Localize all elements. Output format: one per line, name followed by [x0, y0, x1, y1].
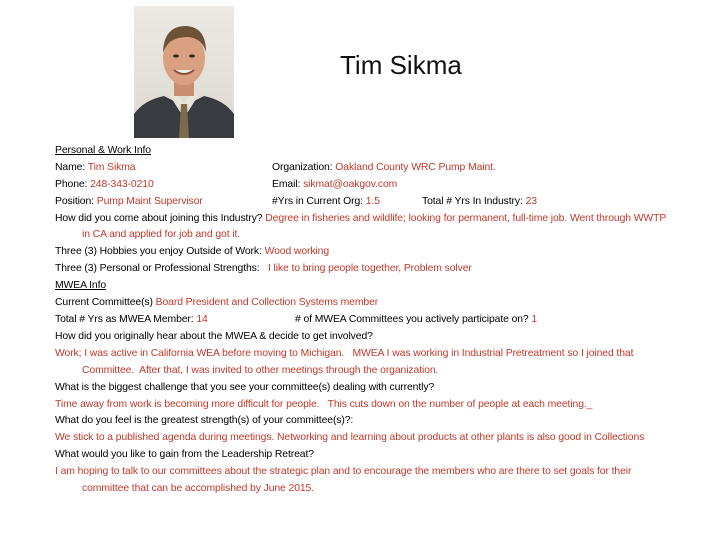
position-field: Position: Pump Maint Supervisor — [55, 195, 203, 207]
years-member-value: 14 — [196, 314, 208, 326]
years-in-industry-value: 23 — [525, 195, 537, 207]
hobbies-row: Three (3) Hobbies you enjoy Outside of Work: Wood working — [55, 246, 330, 258]
strengths-row: Three (3) Personal or Professional Strengths: I like to bring people together, Problem solver — [55, 263, 472, 275]
years-in-industry-field: Total # Yrs In Industry: 23 — [422, 195, 537, 207]
years-in-org-field: #Yrs in Current Org: 1.5 — [272, 195, 380, 207]
hear-question: How did you originally hear about the MWEA & decide to get involved? — [55, 330, 373, 342]
profile-content — [55, 143, 667, 498]
committee-row: Current Committee(s) Board President and Collection Systems member — [55, 297, 379, 309]
name-org-row — [55, 160, 667, 177]
hobbies-answer: Wood working — [264, 246, 330, 258]
membership-row — [55, 312, 667, 329]
gain-question: What would you like to gain from the Leadership Retreat? — [55, 449, 314, 461]
position-value: Pump Maint Supervisor — [96, 195, 203, 207]
challenge-question: What is the biggest challenge that you see your committee(s) dealing with currently? — [55, 381, 435, 393]
committee-answer: Board President and Collection Systems member — [155, 297, 379, 309]
email-field: Email: sikmat@oakgov.com — [272, 178, 398, 190]
strengths-answer: I like to bring people together, Problem solver — [267, 263, 472, 275]
years-in-org-value: 1.5 — [365, 195, 380, 207]
phone-email-row — [55, 177, 667, 194]
portrait-photo — [134, 6, 234, 138]
page-title: Tim Sikma — [340, 50, 462, 80]
mwea-section-heading: MWEA Info — [55, 280, 107, 292]
challenge-answer: Time away from work is becoming more difficult for people. This cuts down on the number of people at each meeting._ — [55, 398, 593, 410]
industry-answer: Degree in fisheries and wildlife; looking for permanent, full-time job. Went through WWTP in CA and applied for job and got it. — [82, 212, 667, 241]
committee-count-value: 1 — [531, 314, 538, 326]
email-value: sikmat@oakgov.com — [303, 178, 398, 190]
industry-question: How did you come about joining this Industry? Degree in fisheries and wildlife; looking for permanent, full-time job. Went through WWTP in CA and applied for job and got it. — [55, 212, 667, 241]
personal-section-heading: Personal & Work Info — [55, 145, 151, 156]
name-value: Tim Sikma — [87, 161, 136, 173]
position-years-row — [55, 194, 667, 211]
profile-photo — [134, 6, 234, 138]
strength-question: What do you feel is the greatest strength(s) of your committee(s)?: — [55, 415, 354, 427]
organization-field: Organization: Oakland County WRC Pump Maint. — [272, 161, 496, 173]
committee-count-field: # of MWEA Committees you actively participate on? 1 — [295, 314, 538, 326]
phone-value: 248-343-0210 — [90, 178, 154, 190]
strength-answer: We stick to a published agenda during meetings. Networking and learning about products at other plants is also good in Collections — [55, 432, 645, 444]
name-field: Name: Tim Sikma — [55, 161, 136, 173]
gain-answer: I am hoping to talk to our committees about the strategic plan and to encourage the members who are there to set goals for their committee that can be accomplished by June 2015. — [55, 466, 632, 495]
phone-field: Phone: 248-343-0210 — [55, 178, 154, 190]
years-member-field: Total # Yrs as MWEA Member: 14 — [55, 314, 208, 326]
organization-value: Oakland County WRC Pump Maint. — [335, 161, 496, 173]
hear-answer: Work; I was active in California WEA before moving to Michigan. MWEA I was working in Industrial Pretreatment so I joined that Committee. After that, I was invited to other meetings through the organization. — [55, 347, 637, 376]
